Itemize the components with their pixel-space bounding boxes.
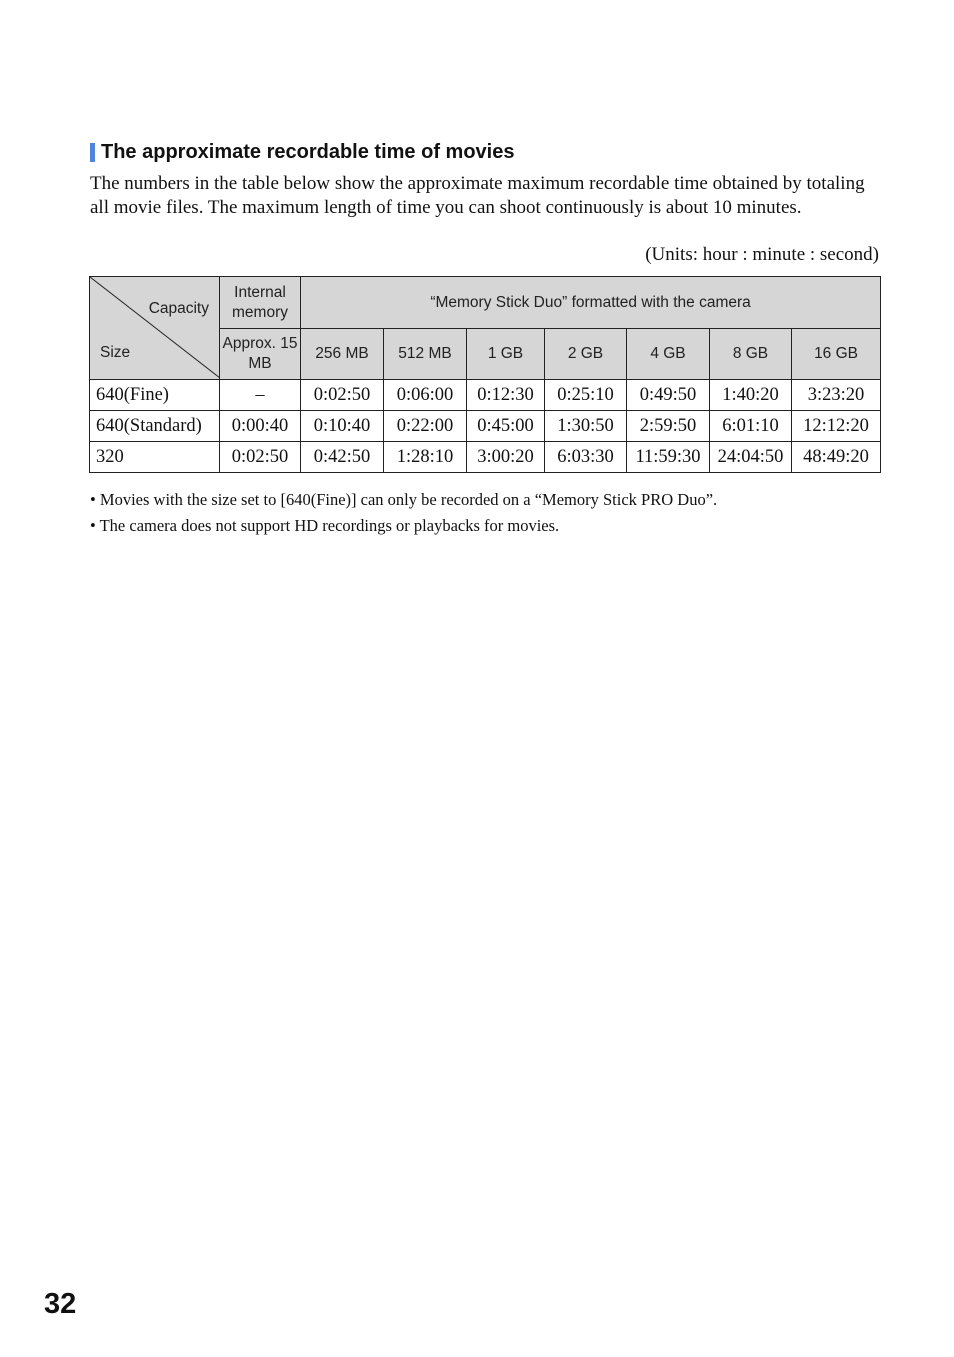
table-cell: 48:49:20	[792, 442, 881, 473]
table-cell: 2:59:50	[627, 411, 710, 442]
row-size-label: 640(Standard)	[90, 411, 220, 442]
table-cell: 24:04:50	[710, 442, 792, 473]
section-title	[90, 140, 514, 164]
table-cell: 11:59:30	[627, 442, 710, 473]
table-row	[90, 442, 881, 473]
table-cell: 1:28:10	[384, 442, 467, 473]
capacity-header: 512 MB	[384, 329, 467, 380]
notes-list	[90, 490, 880, 542]
capacity-header: 256 MB	[301, 329, 384, 380]
table-row	[90, 380, 881, 411]
note-item: • Movies with the size set to [640(Fine)] can only be recorded on a “Memory Stick PRO Duo”.	[90, 490, 718, 509]
table-cell: 0:49:50	[627, 380, 710, 411]
corner-capacity-label: Capacity	[148, 300, 209, 317]
table-cell: 0:45:00	[467, 411, 545, 442]
note-item: • The camera does not support HD recordings or playbacks for movies.	[90, 516, 560, 535]
table-cell: 0:12:30	[467, 380, 545, 411]
title-accent-bar	[90, 143, 95, 162]
table-cell: 0:25:10	[545, 380, 627, 411]
table-cell: –	[220, 380, 301, 411]
table-row	[90, 411, 881, 442]
row-size-label: 320	[90, 442, 220, 473]
capacity-header: 8 GB	[710, 329, 792, 380]
capacity-header: 2 GB	[545, 329, 627, 380]
internal-memory-header: Internal memory	[220, 277, 301, 329]
table-cell: 12:12:20	[792, 411, 881, 442]
table-cell: 0:00:40	[220, 411, 301, 442]
section-title-text: The approximate recordable time of movies	[101, 141, 515, 163]
table-cell: 0:06:00	[384, 380, 467, 411]
table-cell: 6:03:30	[545, 442, 627, 473]
table-cell: 0:22:00	[384, 411, 467, 442]
table-cell: 1:30:50	[545, 411, 627, 442]
recordable-time-table	[89, 276, 881, 473]
table-cell: 0:02:50	[220, 442, 301, 473]
corner-size-label: Size	[100, 344, 131, 361]
table-cell: 1:40:20	[710, 380, 792, 411]
capacity-header: 4 GB	[627, 329, 710, 380]
intro-paragraph: The numbers in the table below show the approximate maximum recordable time obtained by totaling all movie files. The maximum length of time you can shoot continuously is about 10 minutes.	[90, 173, 865, 218]
table-cell: 3:00:20	[467, 442, 545, 473]
capacity-header: 16 GB	[792, 329, 881, 380]
memory-stick-header: “Memory Stick Duo” formatted with the camera	[301, 277, 881, 329]
internal-capacity-header: Approx. 15 MB	[220, 329, 301, 380]
page-number: 32	[44, 1288, 77, 1320]
units-note: (Units: hour : minute : second)	[645, 244, 879, 265]
table-cell: 0:02:50	[301, 380, 384, 411]
table-cell: 6:01:10	[710, 411, 792, 442]
table-cell: 3:23:20	[792, 380, 881, 411]
table-cell: 0:42:50	[301, 442, 384, 473]
capacity-header: 1 GB	[467, 329, 545, 380]
row-size-label: 640(Fine)	[90, 380, 220, 411]
table-cell: 0:10:40	[301, 411, 384, 442]
table-corner-cell	[90, 277, 220, 380]
